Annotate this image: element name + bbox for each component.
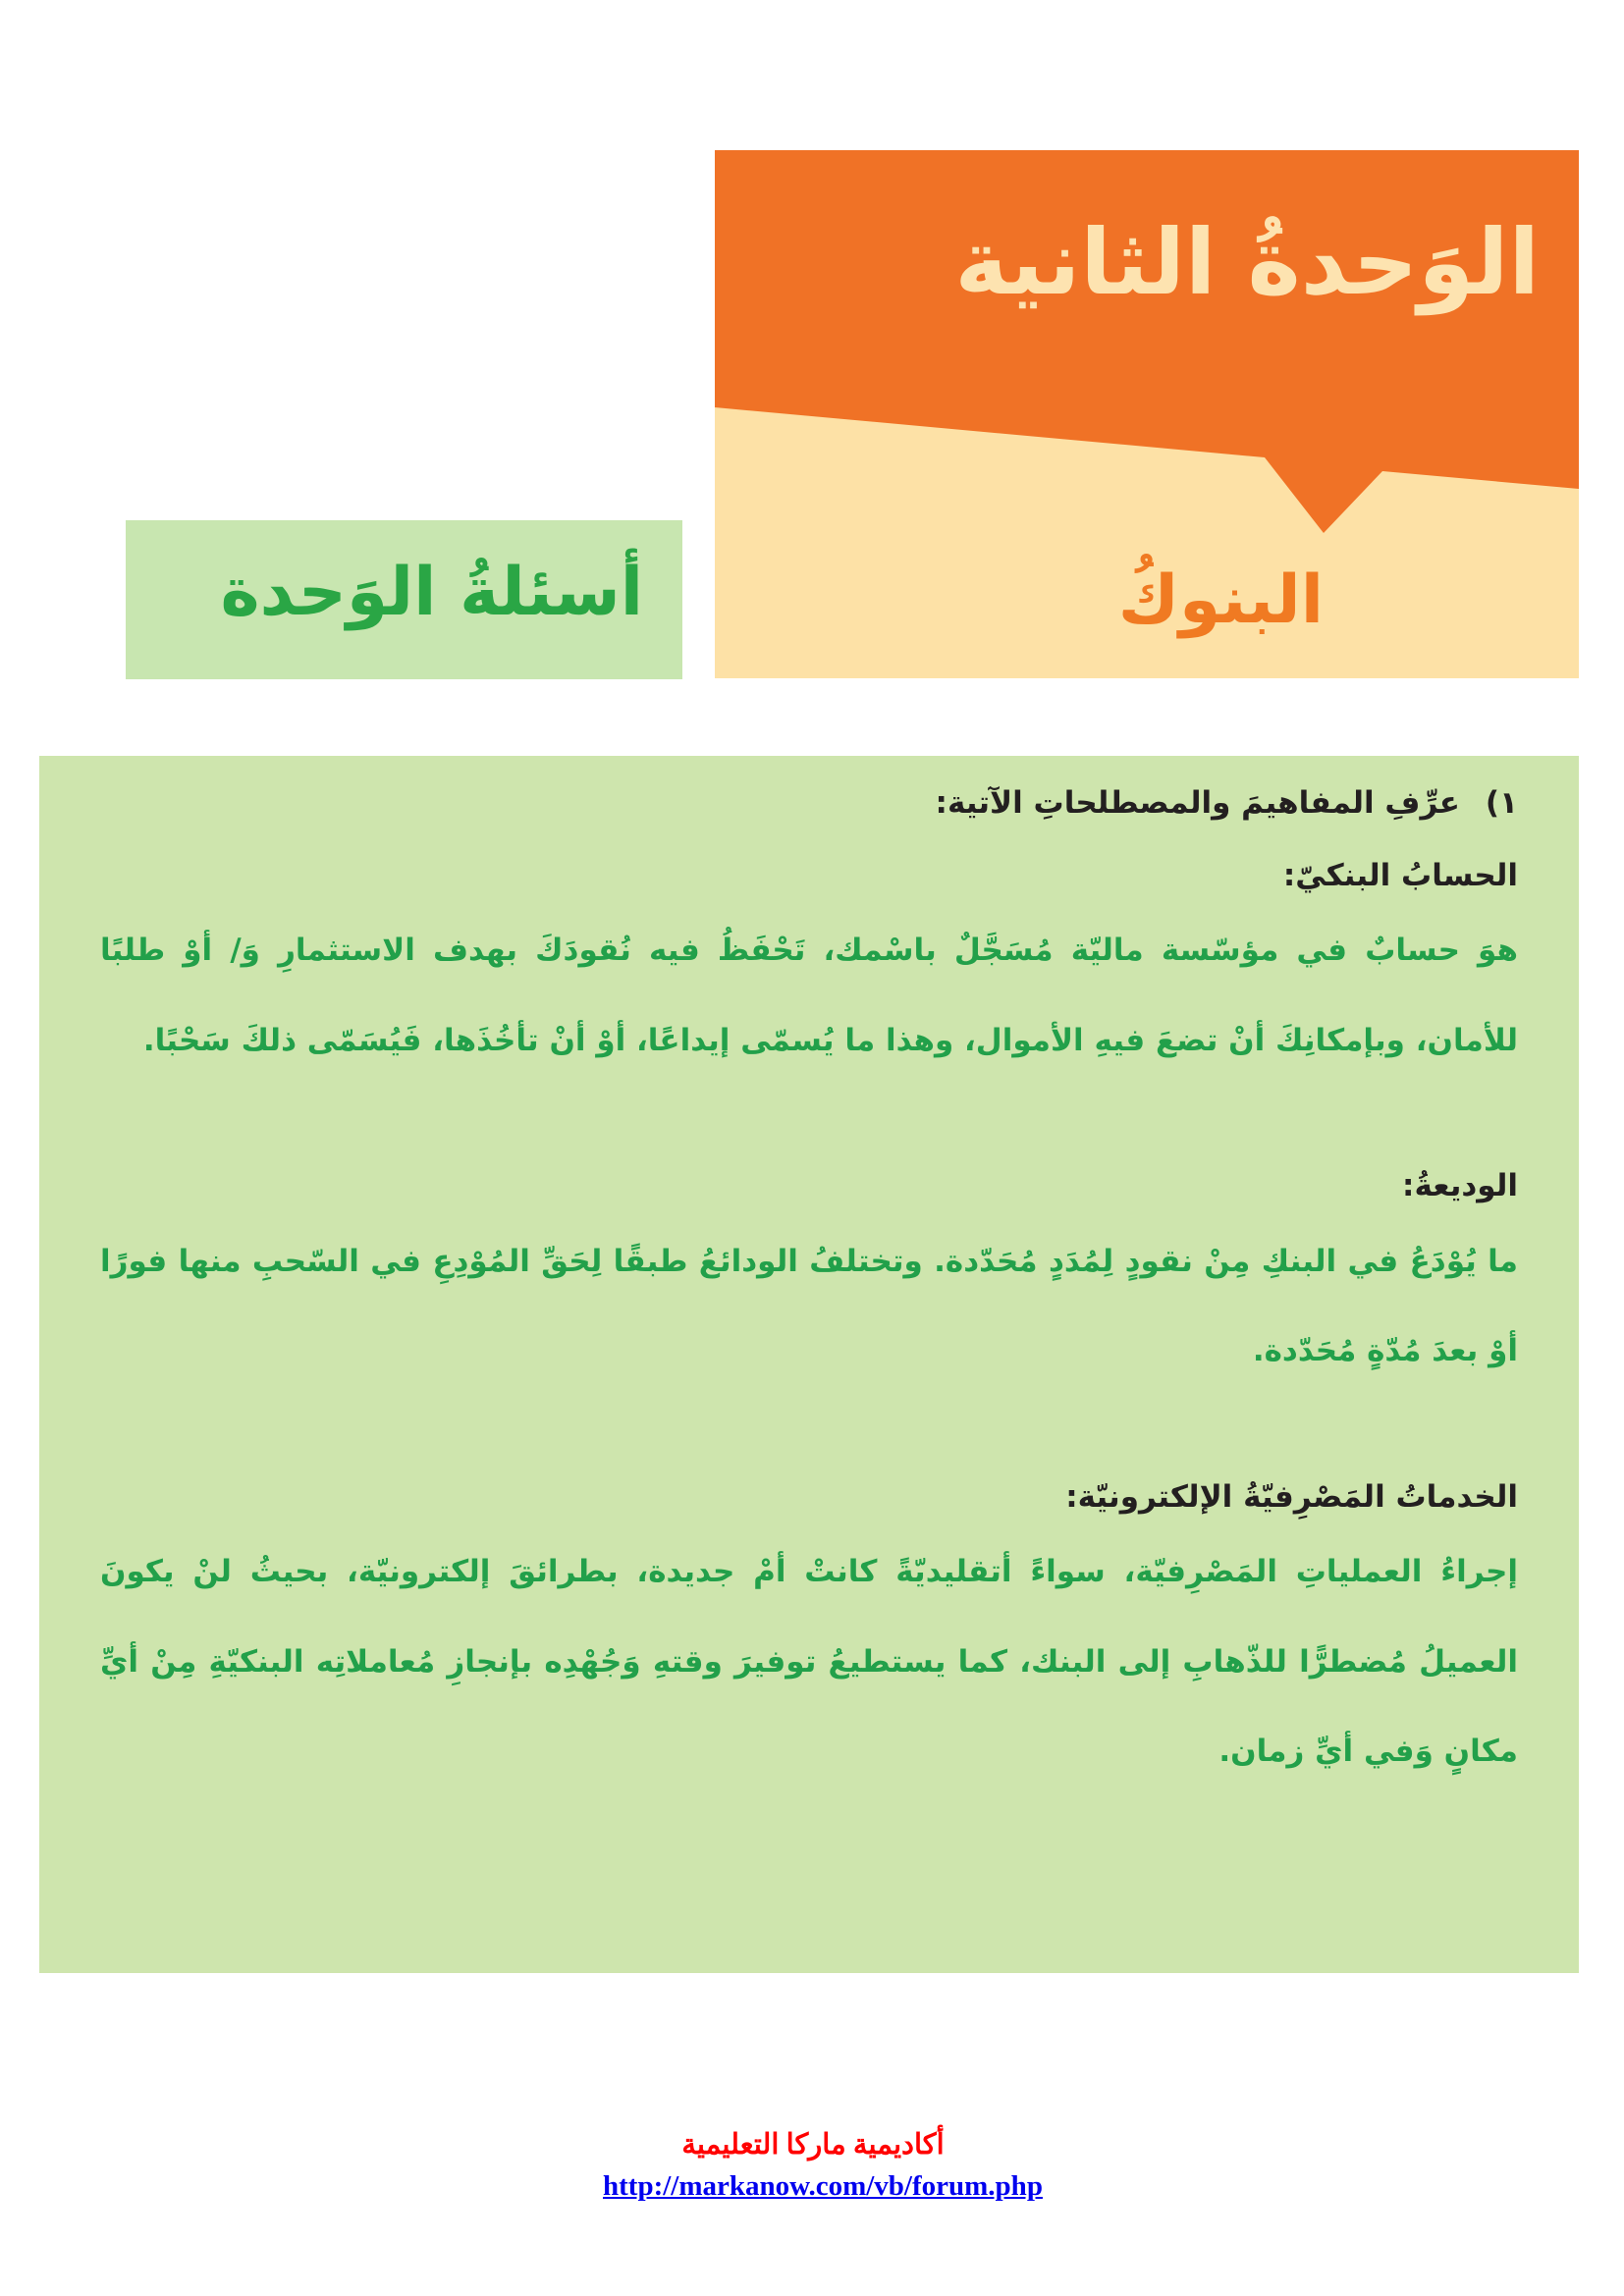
lesson-title: البنوكُ xyxy=(1117,561,1324,639)
term-block-bank-account xyxy=(100,852,1518,1086)
unit-questions-box xyxy=(126,520,682,679)
academy-name: أكاديمية ماركا التعليمية xyxy=(681,2129,945,2161)
content-panel xyxy=(39,756,1579,1973)
unit-questions-title: أسئلةُ الوَحدة xyxy=(220,554,643,631)
term-title: الخدماتُ المَصْرِفيّةُ الإلكترونيّة: xyxy=(1065,1478,1518,1515)
term-block-electronic-banking xyxy=(100,1473,1518,1797)
term-definition: ما يُوْدَعُ في البنكِ مِنْ نقودٍ لِمُدَدٍ مُحَدّدة. وتختلفُ الودائعُ طبقًا لِحَقِّ المُوْدِعِ في السّحبِ منها فورًا أوْ بعدَ مُدّةٍ مُحَدّدة. xyxy=(100,1243,1518,1369)
forum-link[interactable]: http://markanow.com/vb/forum.php xyxy=(603,2170,1043,2202)
term-title: الحسابُ البنكيّ: xyxy=(1282,857,1518,893)
question-heading xyxy=(100,779,1518,828)
term-definition: هوَ حسابٌ في مؤسّسة ماليّة مُسَجَّلٌ باسْمك، تَحْفَظُ فيه نُقودَكَ بهدف الاستثمارِ وَ/ أوْ طلبًا للأمان، وبإمكانِكَ أنْ تضعَ فيهِ الأموال، وهذا ما يُسمّى إيداعًا، أوْ أنْ تأخُذَها، فَيُسَمّى ذلكَ سَحْبًا. xyxy=(100,933,1518,1058)
unit-banner xyxy=(715,150,1579,678)
unit-title: الوَحدةُ الثانية xyxy=(954,210,1540,315)
term-title: الوديعةُ: xyxy=(1402,1168,1518,1204)
term-definition: إجراءُ العملياتِ المَصْرِفيّة، سواءً أتقليديّةً كانتْ أمْ جديدة، بطرائقَ إلكترونيّة، بحيثُ لنْ يكونَ العميلُ مُضطرًّا للذّهابِ إلى البنك، كما يستطيعُ توفيرَ وقتهِ وَجُهْدِه بإنجازِ مُعاملاتِه البنكيّةِ مِنْ أيِّ مكانٍ وَفي أيِّ زمان. xyxy=(100,1554,1518,1769)
term-block-deposit xyxy=(100,1162,1518,1396)
page-footer xyxy=(0,2128,1624,2226)
question-prompt: عرِّفِ المفاهيمَ والمصطلحاتِ الآتية: xyxy=(935,785,1460,821)
question-number: ١) xyxy=(1485,785,1518,821)
